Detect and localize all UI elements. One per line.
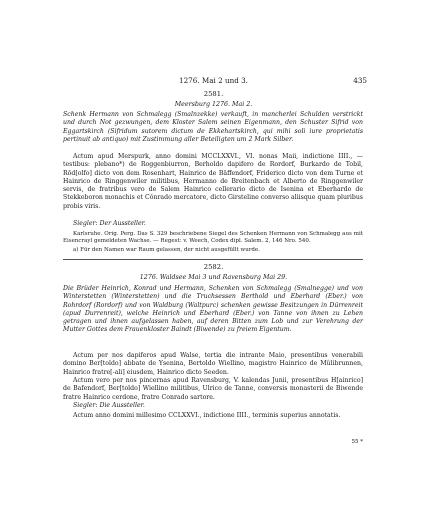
- document-body: Actum per nos dapiferos apud Walse, tertia die intrante Maio, presentibus venerabili domino Ber[toldo] abbate de Ysenina, Bertoldo Wiellino, magistro Hainrico de Mûlibrunnen, Hainrico fratre[-ali] eiusdem, Hainrico dicto Seeden.: [63, 352, 363, 376]
- document-summary: Die Brüder Heinrich, Konrad und Hermann, Schenken von Schmalegg (Smalnegge) und von Winterstetten (Winterstetten) und die Truchsessen Berthold und Eberhard (Eber.) von Rohrdorf (Rordorf) und von Waldburg (Waltpurc) schenken gewisse Besitzungen in Dürrenreit (apud Durrenreit), welche Heinrich und Eberhard (Eber.) von Tanne von ihnen zu Lehen getragen und ihnen aufgelassen haben, auf deren Bitten zum Lob und zur Verehrung der Mutter Gottes dem Frauenkloster Baindt (Biwende) zu freiem Eigentum.: [63, 285, 363, 334]
- source-note: Karlsruhe. Orig. Perg. Das S. 329 beschriebene Siegel des Schenken Hermann von Schmalegg aus mit Eisencrayl gemeldeten Wachse. — Regest: v. Weech, Codex dipl. Salem. 2, 146 Nro. 540.: [63, 231, 363, 245]
- page-number: 435: [353, 76, 367, 85]
- document-body: Actum vero per nos pincernas apud Ravensburg, V. kalendas Junii, presentibus H[ainrico] de Bafendorf, Ber[toldo] Wiellino militibus, Ulrico de Tanne, conversis monasterii de Biwende fratre Hainrico cerdone, fratre Conrado sartore.: [63, 377, 363, 401]
- document-body: Actum apud Merspurk, anno domini MCCLXXVI., VI. nonas Maii, indictione IIII., — testibus: plebano*) de Roggenbiurron, Berholdo dapifero de Rordorf, Burkardo de Tobil, Rōd[olfo] dicto von dem Rosenhart, Hainrico de Bäffendorf, Friderico dicto von dem Turne et Hainrico de Ringgenwiler militibus, Hermanno de Breitenbach et Alberto de Ringgenwiler servis, de fratribus vero de Salem Hainrico cellerario dicto de Isenina et Eberhardo de Stekkeboron monachis et Cŏnrado mercatore, dicto Girsteline converso aliisque quam pluribus probis viris.: [63, 153, 363, 210]
- section-divider: [63, 259, 363, 260]
- document-number: 2581.: [203, 90, 224, 98]
- document-number: 2582.: [203, 263, 224, 271]
- document-place-date: Meersburg 1276. Mai 2.: [174, 101, 253, 108]
- footnote: a) Für den Namen war Raum gelassen, der nicht ausgefüllt wurde.: [73, 247, 260, 253]
- signature-mark: 55 *: [351, 439, 363, 445]
- document-summary: Schenk Hermann von Schmalegg (Smalnzekke) verkauft, in mancherlei Schulden verstrickt und durch Not gezwungen, dem Kloster Salem seinen Eigenmann, den Schuster Sifrid von Eggartskirch (Sifridum sutorem dictum de Ekkehartskirch, qui mihi soli iure proprietatis pertinuit ab antiquo) mit Zustimmung aller Beteiligten um 2 Mark Silber.: [63, 111, 363, 143]
- document-body: Actum anno domini millesimo CCLXXVI., indictione IIII., terminis superius annotatis.: [73, 412, 341, 419]
- sealer-line: Siegler: Die Aussteller.: [73, 402, 145, 409]
- document-place-date: 1276. Waldsee Mai 3 und Ravensburg Mai 29.: [139, 274, 288, 281]
- sealer-line: Siegler: Der Aussteller.: [73, 220, 146, 227]
- running-header: 1276. Mai 2 und 3.: [179, 76, 248, 85]
